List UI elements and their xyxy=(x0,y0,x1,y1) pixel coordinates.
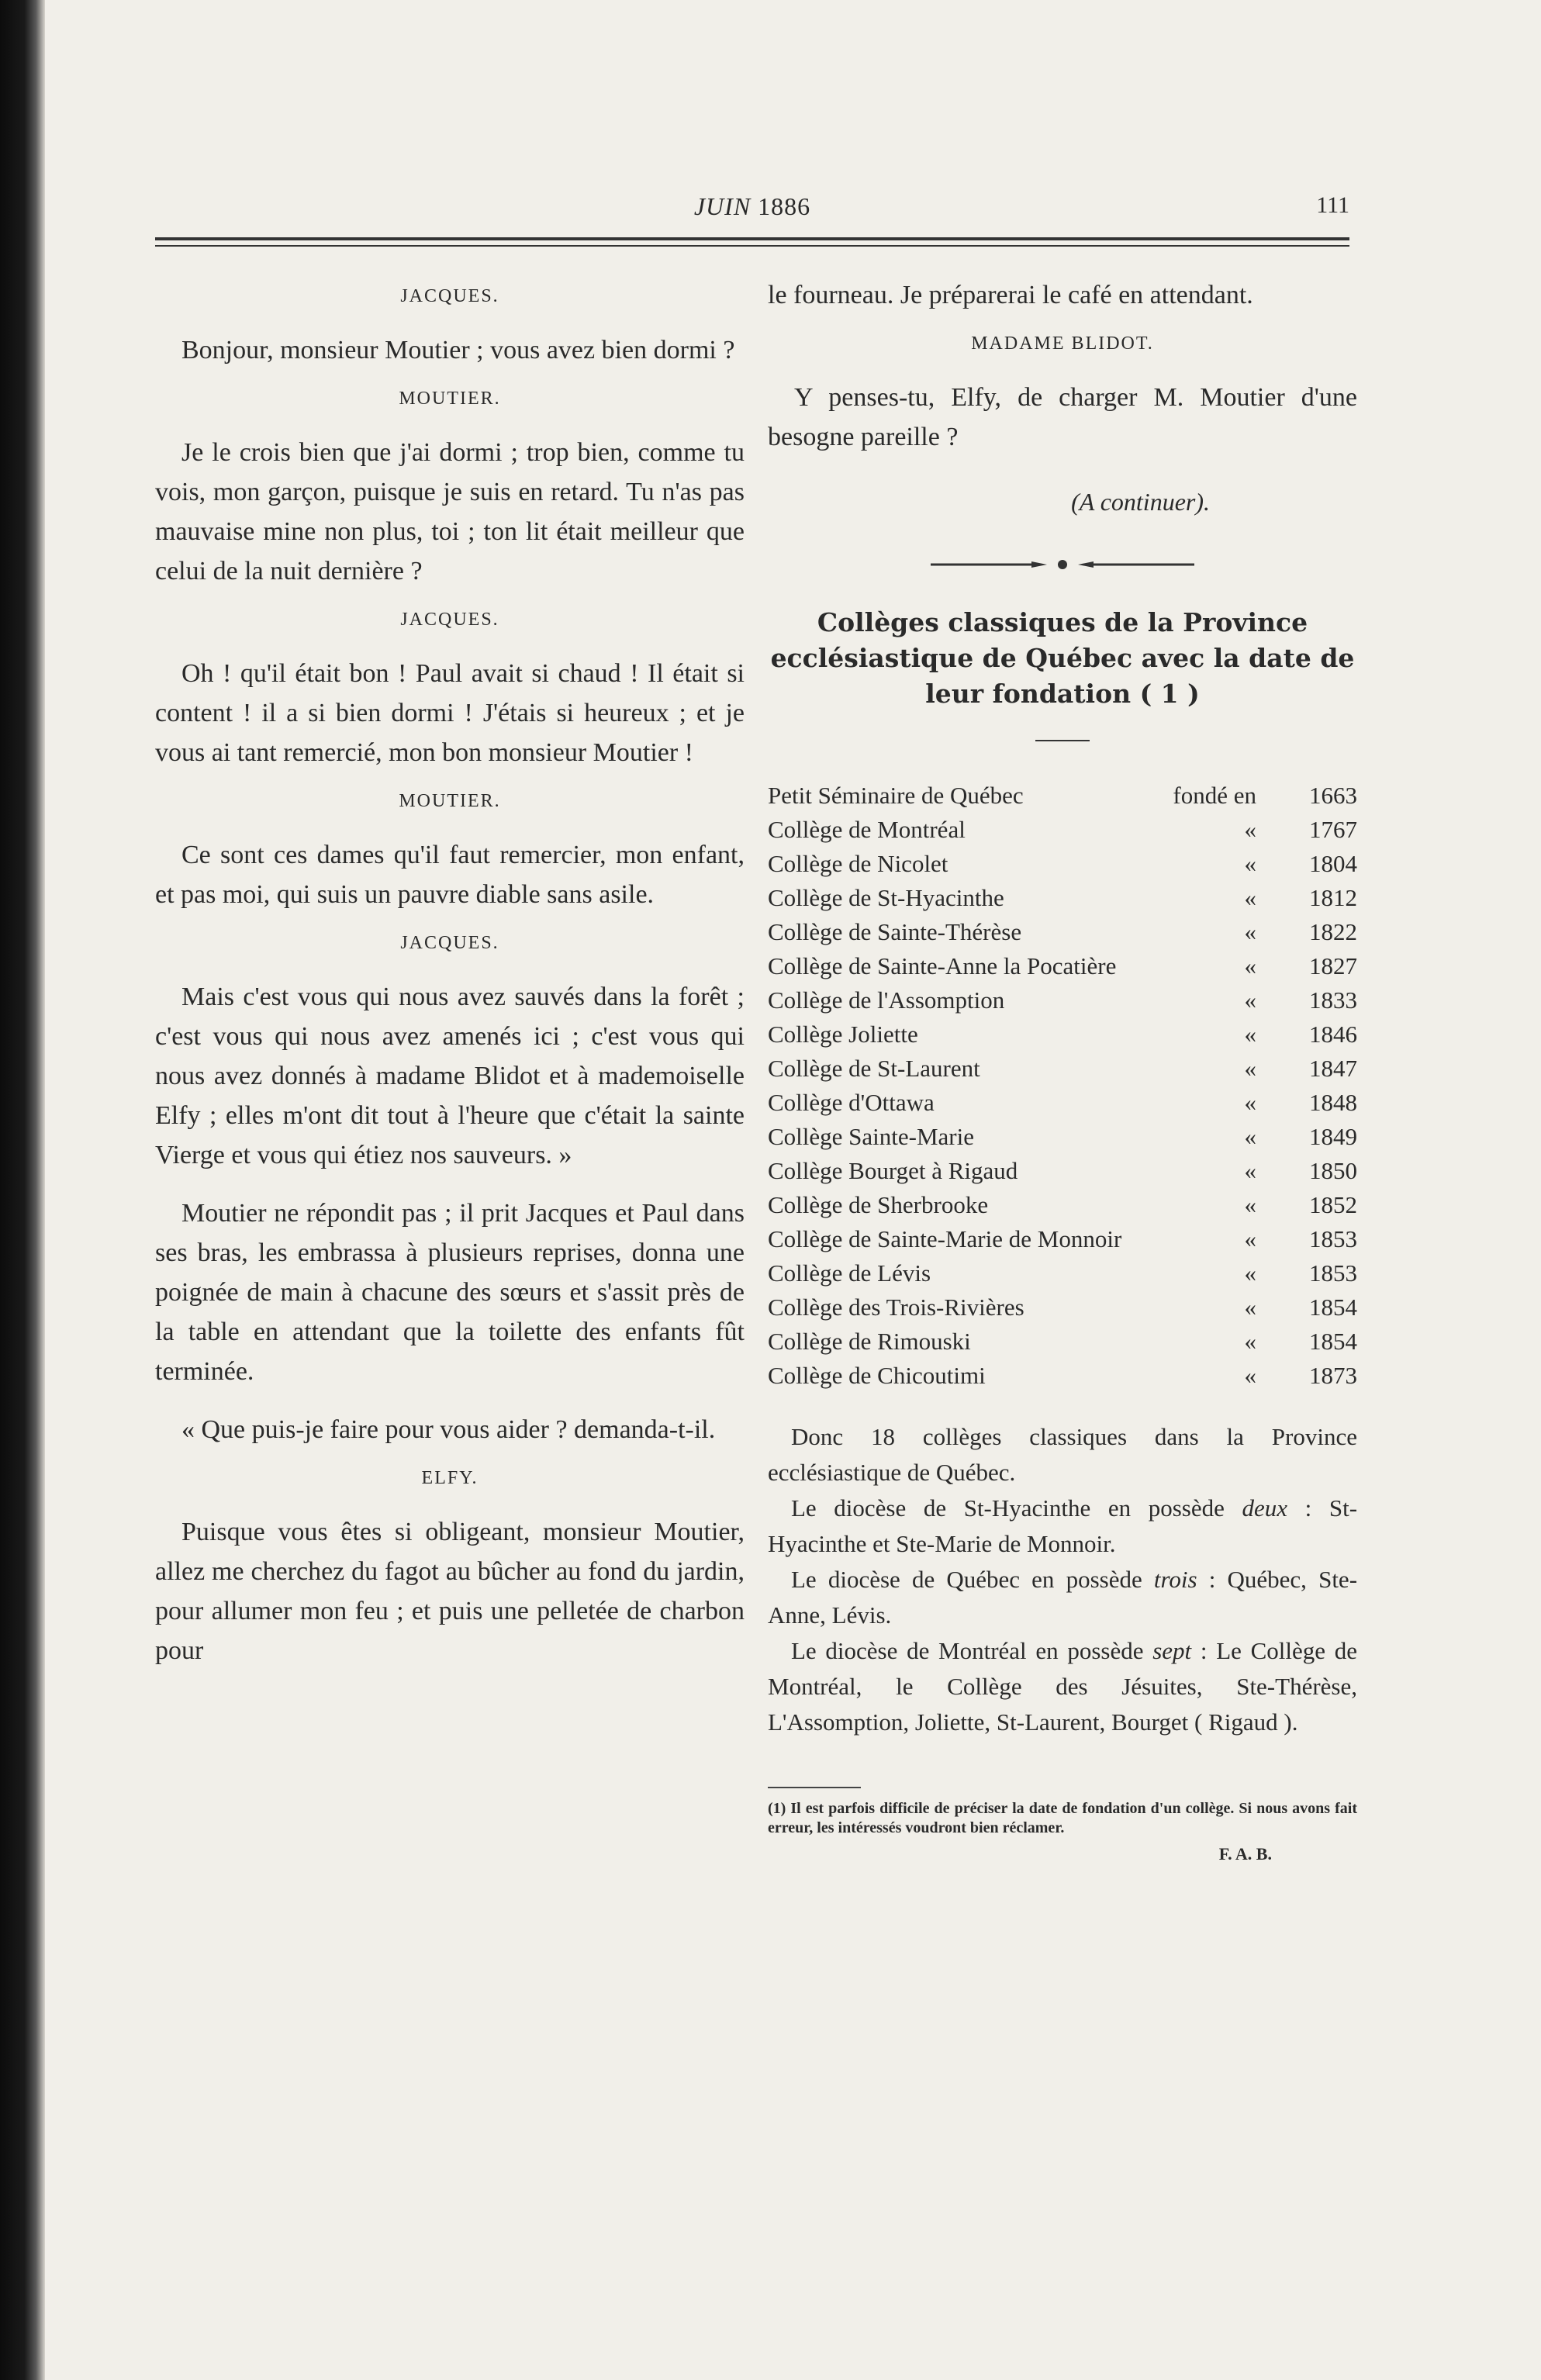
college-year: 1663 xyxy=(1309,782,1357,809)
college-name: Collège Sainte-Marie xyxy=(768,1123,974,1150)
college-year: 1873 xyxy=(1309,1362,1357,1389)
table-row xyxy=(768,949,1357,983)
college-name: Collège de Nicolet xyxy=(768,850,948,877)
table-row xyxy=(768,779,1357,813)
college-name: Collège d'Ottawa xyxy=(768,1089,935,1116)
dialogue-paragraph: Oh ! qu'il était bon ! Paul avait si chaud ! Il était si content ! il a si bien dormi ! J'étais si heureux ; et je vous ai tant remercié, mon bon monsieur Moutier ! xyxy=(155,659,745,767)
college-mark: « xyxy=(1244,952,1256,979)
table-row xyxy=(768,1325,1357,1359)
speaker-name: JACQUES. xyxy=(400,933,499,953)
college-name: Collège de Sainte-Thérèse xyxy=(768,918,1022,945)
footnote: (1) Il est parfois difficile de préciser la date de fondation d'un collège. Si nous avons fait erreur, les intéressés voudront bien réclamer. xyxy=(768,1800,1357,1836)
college-name: Collège de Sainte-Marie de Monnoir xyxy=(768,1225,1122,1252)
summary-text: : St-Hyacinthe et Ste-Marie de Monnoir. xyxy=(768,1494,1358,1557)
college-name: Collège de Sainte-Anne la Pocatière xyxy=(768,952,1117,979)
college-mark: « xyxy=(1244,816,1256,843)
summary-emphasis: sept xyxy=(1152,1637,1192,1664)
speaker-name: JACQUES. xyxy=(400,610,499,630)
college-year: 1767 xyxy=(1309,816,1357,843)
college-name: Collège de l'Assomption xyxy=(768,986,1005,1014)
summary-paragraph: Donc 18 collèges classiques dans la Province ecclésiastique de Québec. xyxy=(768,1423,1357,1486)
running-title xyxy=(155,192,1349,221)
college-mark: « xyxy=(1244,850,1256,877)
table-row xyxy=(768,881,1357,915)
table-row xyxy=(768,1052,1357,1086)
college-year: 1804 xyxy=(1309,850,1357,877)
book-binding-edge xyxy=(0,0,45,2380)
narrative-paragraph: Moutier ne répondit pas ; il prit Jacques et Paul dans ses bras, les embrassa à plusieurs reprises, donna une poignée de main à chacune des sœurs et s'assit près de la table en attendant que la toilette des enfants fût terminée. xyxy=(155,1199,745,1386)
college-mark: « xyxy=(1244,1328,1256,1355)
dialogue-paragraph: Ce sont ces dames qu'il faut remercier, mon enfant, et pas moi, qui suis un pauvre diable sans asile. xyxy=(155,841,745,909)
college-name: Collège des Trois-Rivières xyxy=(768,1294,1024,1321)
summary-paragraph xyxy=(768,1491,1357,1562)
college-mark: « xyxy=(1244,918,1256,945)
college-year: 1846 xyxy=(1309,1021,1357,1048)
table-row xyxy=(768,1086,1357,1120)
section-rule xyxy=(1035,740,1090,741)
college-mark: « xyxy=(1244,1259,1256,1287)
summary-text: Le diocèse de St-Hyacinthe en possède xyxy=(791,1494,1225,1522)
dialogue-paragraph: Bonjour, monsieur Moutier ; vous avez bien dormi ? xyxy=(181,336,735,364)
header-rule-thick xyxy=(155,237,1349,240)
college-mark: « xyxy=(1244,986,1256,1014)
college-year: 1827 xyxy=(1309,952,1357,979)
table-row xyxy=(768,1154,1357,1188)
speaker-name: MOUTIER. xyxy=(399,389,501,409)
college-year: 1849 xyxy=(1309,1123,1357,1150)
table-row xyxy=(768,1290,1357,1325)
left-column xyxy=(155,275,745,1689)
summary-text: Le diocèse de Québec en possède xyxy=(791,1566,1142,1593)
footnote-rule xyxy=(768,1787,861,1788)
college-name: Collège de Montréal xyxy=(768,816,966,843)
college-mark: « xyxy=(1244,1157,1256,1184)
college-mark: « xyxy=(1244,1055,1256,1082)
ornament-divider-icon xyxy=(931,555,1194,574)
running-title-year: 1886 xyxy=(758,192,811,220)
college-year: 1812 xyxy=(1309,884,1357,911)
table-row xyxy=(768,983,1357,1017)
college-name: Collège de St-Hyacinthe xyxy=(768,884,1004,911)
college-year: 1854 xyxy=(1309,1294,1357,1321)
speaker-name: ELFY. xyxy=(421,1468,479,1488)
college-mark: « xyxy=(1244,1021,1256,1048)
speaker-name: MOUTIER. xyxy=(399,791,501,811)
dialogue-paragraph: Je le crois bien que j'ai dormi ; trop bien, comme tu vois, mon garçon, puisque je suis en retard. Tu n'as pas mauvaise mine non plus, toi ; ton lit était meilleur que celui de la nuit dernière ? xyxy=(155,438,745,586)
college-name: Collège de Sherbrooke xyxy=(768,1191,989,1218)
college-name: Collège de St-Laurent xyxy=(768,1055,980,1082)
college-year: 1853 xyxy=(1309,1225,1357,1252)
dialogue-paragraph: Y penses-tu, Elfy, de charger M. Moutier d'une besogne pareille ? xyxy=(768,383,1357,451)
college-mark: « xyxy=(1244,1362,1256,1389)
table-row xyxy=(768,813,1357,847)
summary-text: Le diocèse de Montréal en possède xyxy=(791,1637,1144,1664)
right-column xyxy=(768,275,1357,1864)
summary-paragraph xyxy=(768,1562,1357,1633)
table-row xyxy=(768,847,1357,881)
college-year: 1853 xyxy=(1309,1259,1357,1287)
speaker-name: MADAME BLIDOT. xyxy=(971,333,1154,354)
college-mark: « xyxy=(1244,1294,1256,1321)
summary-emphasis: trois xyxy=(1153,1566,1197,1593)
speaker-name: JACQUES. xyxy=(400,286,499,306)
table-row xyxy=(768,1188,1357,1222)
college-name: Collège de Lévis xyxy=(768,1259,931,1287)
dialogue-paragraph: Mais c'est vous qui nous avez sauvés dans la forêt ; c'est vous qui nous avez amenés ici ; c'est vous qui nous avez donnés à madame Blidot et à mademoiselle Elfy ; elles m'ont dit tout à l'heure que c'était la sainte Vierge et vous qui étiez nos sauveurs. » xyxy=(155,983,745,1169)
college-mark: « xyxy=(1244,1225,1256,1252)
college-name: Collège de Chicoutimi xyxy=(768,1362,986,1389)
college-year: 1833 xyxy=(1309,986,1357,1014)
table-row xyxy=(768,1017,1357,1052)
table-row xyxy=(768,915,1357,949)
college-mark: « xyxy=(1244,1191,1256,1218)
college-name: Petit Séminaire de Québec xyxy=(768,782,1024,809)
header-rule-thin xyxy=(155,245,1349,247)
college-mark: « xyxy=(1244,1123,1256,1150)
table-row xyxy=(768,1256,1357,1290)
dialogue-paragraph: « Que puis-je faire pour vous aider ? demanda-t-il. xyxy=(181,1415,716,1444)
table-row xyxy=(768,1359,1357,1393)
page-number: 111 xyxy=(1316,192,1349,218)
college-year: 1852 xyxy=(1309,1191,1357,1218)
continued-paragraph: le fourneau. Je préparerai le café en attendant. xyxy=(768,281,1253,309)
colleges-table xyxy=(768,779,1357,1393)
continuation-note: (A continuer). xyxy=(1071,488,1210,516)
signature: F. A. B. xyxy=(1218,1844,1272,1864)
college-mark: « xyxy=(1244,884,1256,911)
dialogue-paragraph: Puisque vous êtes si obligeant, monsieur Moutier, allez me cherchez du fagot au bûcher au fond du jardin, pour allumer mon feu ; et puis une pelletée de charbon pour xyxy=(155,1518,745,1665)
college-mark: « xyxy=(1244,1089,1256,1116)
table-row xyxy=(768,1222,1357,1256)
college-name: Collège de Rimouski xyxy=(768,1328,971,1355)
college-name: Collège Joliette xyxy=(768,1021,918,1048)
college-name: Collège Bourget à Rigaud xyxy=(768,1157,1018,1184)
page-header xyxy=(155,192,1349,231)
college-year: 1822 xyxy=(1309,918,1357,945)
college-year: 1850 xyxy=(1309,1157,1357,1184)
college-year: 1854 xyxy=(1309,1328,1357,1355)
college-mark: fondé en xyxy=(1173,782,1256,809)
summary-text: : Le Collège de Montréal, le Collège des Jésuites, Ste-Thérèse, L'Assomption, Joliette, St-Laurent, Bourget ( Rigaud ). xyxy=(768,1637,1358,1736)
college-year: 1847 xyxy=(1309,1055,1357,1082)
summary-emphasis: deux xyxy=(1242,1494,1288,1522)
summary-text: : Québec, Ste-Anne, Lévis. xyxy=(768,1566,1358,1629)
section-title: Collèges classiques de la Province ecclésiastique de Québec avec la date de leur fondation ( 1 ) xyxy=(770,607,1355,709)
table-row xyxy=(768,1120,1357,1154)
running-title-month: JUIN xyxy=(693,192,751,220)
college-year: 1848 xyxy=(1309,1089,1357,1116)
summary-paragraph xyxy=(768,1633,1357,1740)
